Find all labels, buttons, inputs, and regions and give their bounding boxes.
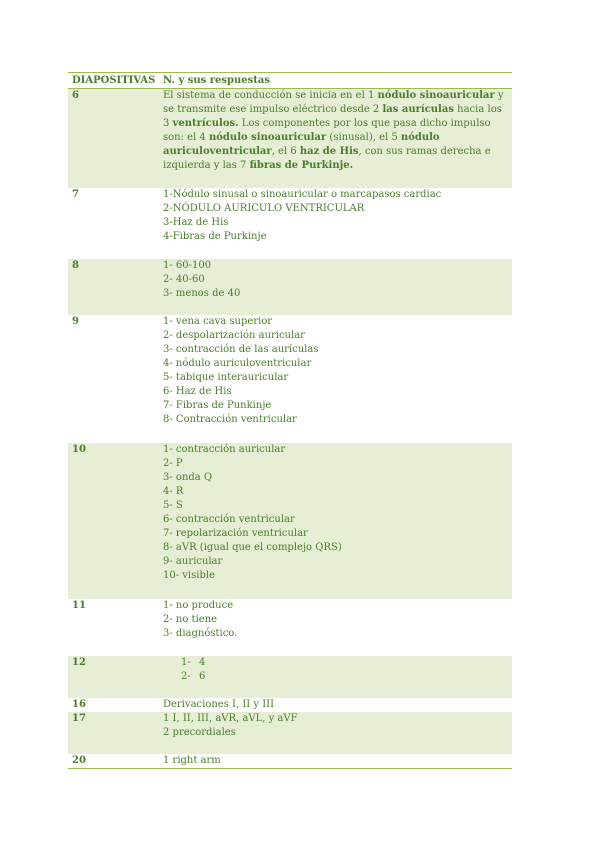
answer-line: 10- visible <box>163 570 215 581</box>
answer-line: 9- auricular <box>163 556 223 567</box>
table-header <box>68 72 512 89</box>
slide-number: 9 <box>72 316 79 327</box>
slide-number: 20 <box>72 755 86 766</box>
answer-line: 5- tabique interauricular <box>163 372 289 383</box>
answer-line: Derivaciones I, II y III <box>163 699 275 710</box>
slide-number: 6 <box>72 90 79 101</box>
answer-line: 3- diagnóstico. <box>163 628 238 639</box>
answer-line: 4- nódulo auriculoventricular <box>163 358 312 369</box>
answer-line: 1- contracción auricular <box>163 444 286 455</box>
answer-line: 2 precordiales <box>163 727 236 738</box>
bold-run: nódulo auriculoventricular <box>163 132 440 157</box>
slide-number: 8 <box>72 260 79 271</box>
slide-number: 10 <box>72 444 86 455</box>
answer-line: 5- S <box>163 500 183 511</box>
sublist-item <box>181 670 512 684</box>
answer-line: 2- 40-60 <box>163 274 205 285</box>
text-run: El sistema de conducción se inicia en el 1 <box>163 90 378 101</box>
text-run: , con sus ramas derecha e izquierda y las 7 <box>163 146 491 171</box>
answer-line: 2- no tiene <box>163 614 218 625</box>
bold-run: fibras de Purkinje. <box>249 160 354 171</box>
answers-row-11 <box>163 599 512 656</box>
answer-line: 1-Nódulo sinusal o sinoauricular o marcapasos cardiac <box>163 189 442 200</box>
answer-line: 8- Contracción ventricular <box>163 414 297 425</box>
table-row <box>68 712 512 754</box>
bold-run: las aurículas <box>382 104 454 115</box>
text-run: , el 6 <box>271 146 300 157</box>
answer-line: 7- Fibras de Punkinje <box>163 400 272 411</box>
header-col-answers: N. y sus respuestas <box>163 74 271 86</box>
sublist-number: 1- <box>181 657 191 668</box>
header-col-slides: DIAPOSITIVAS <box>72 74 156 86</box>
answers-row-17 <box>163 712 512 754</box>
answers-row-10 <box>163 443 512 599</box>
answer-line: 6- Haz de His <box>163 386 232 397</box>
answer-line: 6- contracción ventricular <box>163 514 295 525</box>
bold-run: haz de His <box>299 146 359 157</box>
slide-number: 7 <box>72 189 79 200</box>
answer-line: 2- despolarización auricular <box>163 330 305 341</box>
slide-number: 12 <box>72 657 86 668</box>
answers-table <box>68 72 512 769</box>
table-row <box>68 259 512 315</box>
answer-line: 2-NÓDULO AURICULO VENTRICULAR <box>163 203 365 214</box>
bold-run: nódulo sinoauricular <box>208 132 327 143</box>
answers-row-9 <box>163 315 512 443</box>
table-row <box>68 443 512 599</box>
answers-row-16 <box>163 698 512 712</box>
answer-line: 4- R <box>163 486 184 497</box>
bold-run: ventrículos. <box>172 118 239 129</box>
answer-line: 3-Haz de His <box>163 217 229 228</box>
text-run: y se transmite ese impulso eléctrico desde 2 <box>163 90 504 115</box>
answer-line: 8- aVR (igual que el complejo QRS) <box>163 542 342 553</box>
table-row <box>68 698 512 712</box>
answer-line: 3- onda Q <box>163 472 213 483</box>
answers-row-7 <box>163 188 512 259</box>
bold-run: nódulo sinoauricular <box>377 90 495 101</box>
answer-line: 7- repolarización ventricular <box>163 528 308 539</box>
answers-row-12 <box>163 656 512 698</box>
slide-number: 16 <box>72 699 86 710</box>
answer-line: 1 right arm <box>163 755 221 766</box>
table-row <box>68 89 512 188</box>
answer-line: 1 I, II, III, aVR, aVL, y aVF <box>163 713 298 724</box>
table-row <box>68 599 512 656</box>
answers-row-8 <box>163 259 512 315</box>
table-row <box>68 188 512 259</box>
answer-line: 1- vena cava superior <box>163 316 273 327</box>
table-row <box>68 754 512 769</box>
sublist-value: 6 <box>199 671 206 682</box>
sublist-item <box>181 656 512 670</box>
table-row <box>68 315 512 443</box>
answer-line: 4-Fibras de Purkinje <box>163 231 267 242</box>
slide-number: 11 <box>72 600 86 611</box>
answer-line: 3- menos de 40 <box>163 288 241 299</box>
answer-line: 1- 60-100 <box>163 260 212 271</box>
table-row <box>68 656 512 698</box>
slide-number: 17 <box>72 713 86 724</box>
text-run: (sinusal), el 5 <box>326 132 401 143</box>
text-run: Los componentes por los que pasa dicho impulso son: el 4 <box>163 118 491 143</box>
answers-row-20 <box>163 754 512 768</box>
sublist-number: 2- <box>181 671 191 682</box>
answer-line: 1- no produce <box>163 600 234 611</box>
text-run: hacia los 3 <box>163 104 502 129</box>
paragraph-row-6 <box>163 89 512 188</box>
answer-line: 3- contracción de las aurículas <box>163 344 319 355</box>
answer-line: 2- P <box>163 458 183 469</box>
sublist-value: 4 <box>199 657 206 668</box>
